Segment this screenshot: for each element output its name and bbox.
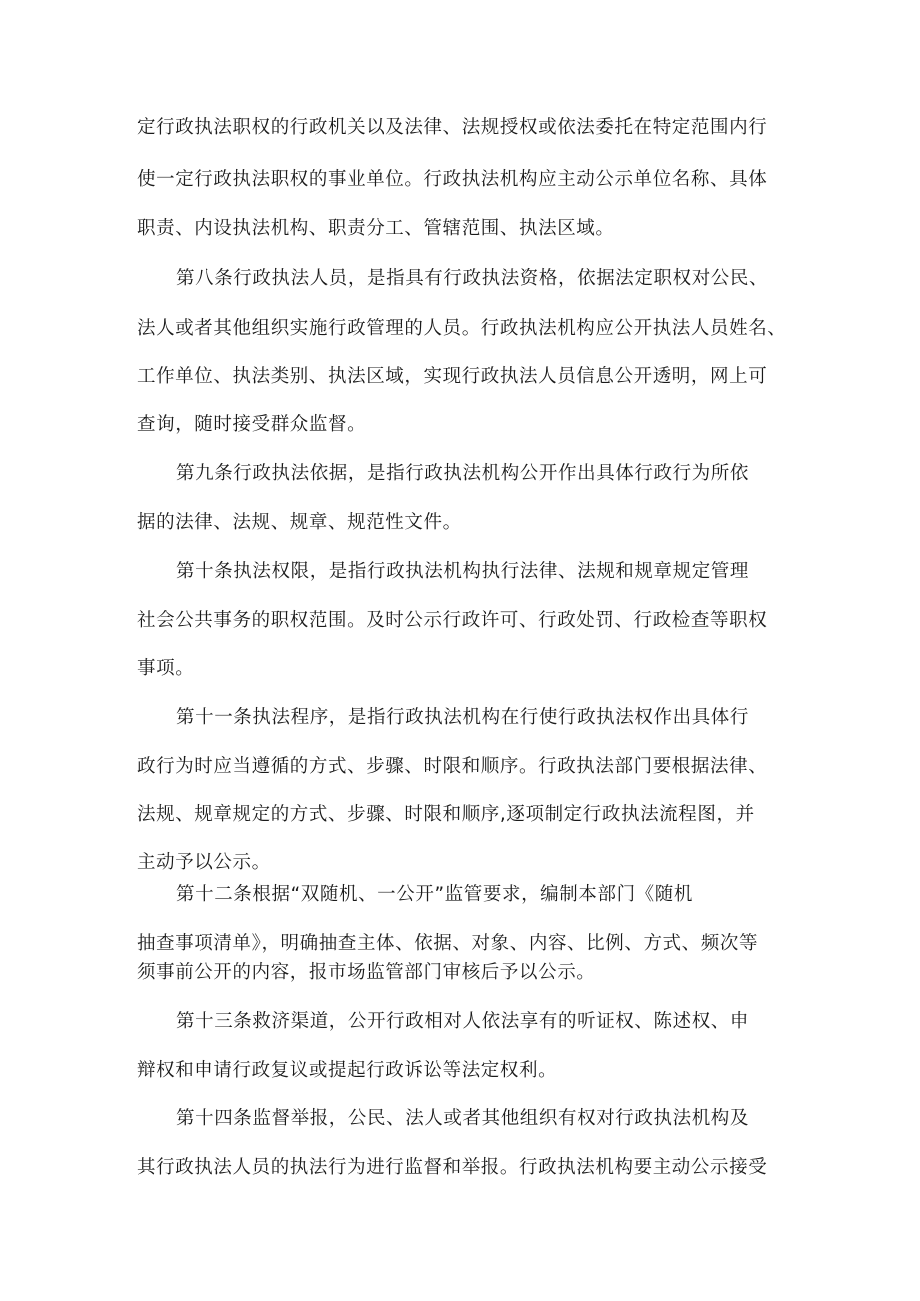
article-14-start: 第十四条监督举报，公民、法人或者其他组织有权对行政执法机构及 [176, 1108, 750, 1129]
body-line: 事项。 [137, 658, 195, 679]
article-8-start: 第八条行政执法人员，是指具有行政执法资格，依据法定职权对公民、 [176, 268, 769, 289]
body-line: 据的法律、法规、规章、规范性文件。 [137, 512, 462, 533]
body-line: 职责、内设执法机构、职责分工、管辖范围、执法区域。 [137, 218, 615, 239]
body-line: 使一定行政执法职权的事业单位。行政执法机构应主动公示单位名称、具体 [137, 169, 768, 190]
article-13-start: 第十三条救济渠道，公开行政相对人依法享有的听证权、陈述权、申 [176, 1011, 750, 1032]
body-line: 抽查事项清单》，明确抽查主体、依据、对象、内容、比例、方式、频次等 [137, 933, 759, 954]
body-line: 法规、规章规定的方式、步骤、时限和顺序,逐项制定行政执法流程图，并 [137, 804, 755, 825]
body-line: 工作单位、执法类别、执法区域，实现行政执法人员信息公开透明，网上可 [137, 366, 768, 387]
body-line: 辩权和申请行政复议或提起行政诉讼等法定权利。 [137, 1060, 558, 1081]
article-10-start: 第十条执法权限，是指行政执法机构执行法律、法规和规章规定管理 [176, 561, 750, 582]
body-line: 社会公共事务的职权范围。及时公示行政许可、行政处罚、行政检查等职权 [137, 610, 768, 631]
article-11-start: 第十一条执法程序，是指行政执法机构在行使行政执法权作出具体行 [176, 707, 750, 728]
article-9-start: 第九条行政执法依据，是指行政执法机构公开作出具体行政行为所依 [176, 463, 750, 484]
body-line: 法人或者其他组织实施行政管理的人员。行政执法机构应公开执法人员姓名、 [137, 318, 787, 339]
body-line: 主动予以公示。 [137, 852, 271, 873]
body-line: 政行为时应当遵循的方式、步骤、时限和顺序。行政执法部门要根据法律、 [137, 756, 768, 777]
body-line: 须事前公开的内容，报市场监管部门审核后予以公示。 [137, 962, 596, 983]
body-line: 查询，随时接受群众监督。 [137, 414, 367, 435]
body-line: 其行政执法人员的执法行为进行监督和举报。行政执法机构要主动公示接受 [137, 1157, 768, 1178]
body-line: 定行政执法职权的行政机关以及法律、法规授权或依法委托在特定范围内行 [137, 117, 768, 138]
article-12-start: 第十二条根据“双随机、一公开”监管要求，编制本部门《随机 [176, 884, 693, 905]
